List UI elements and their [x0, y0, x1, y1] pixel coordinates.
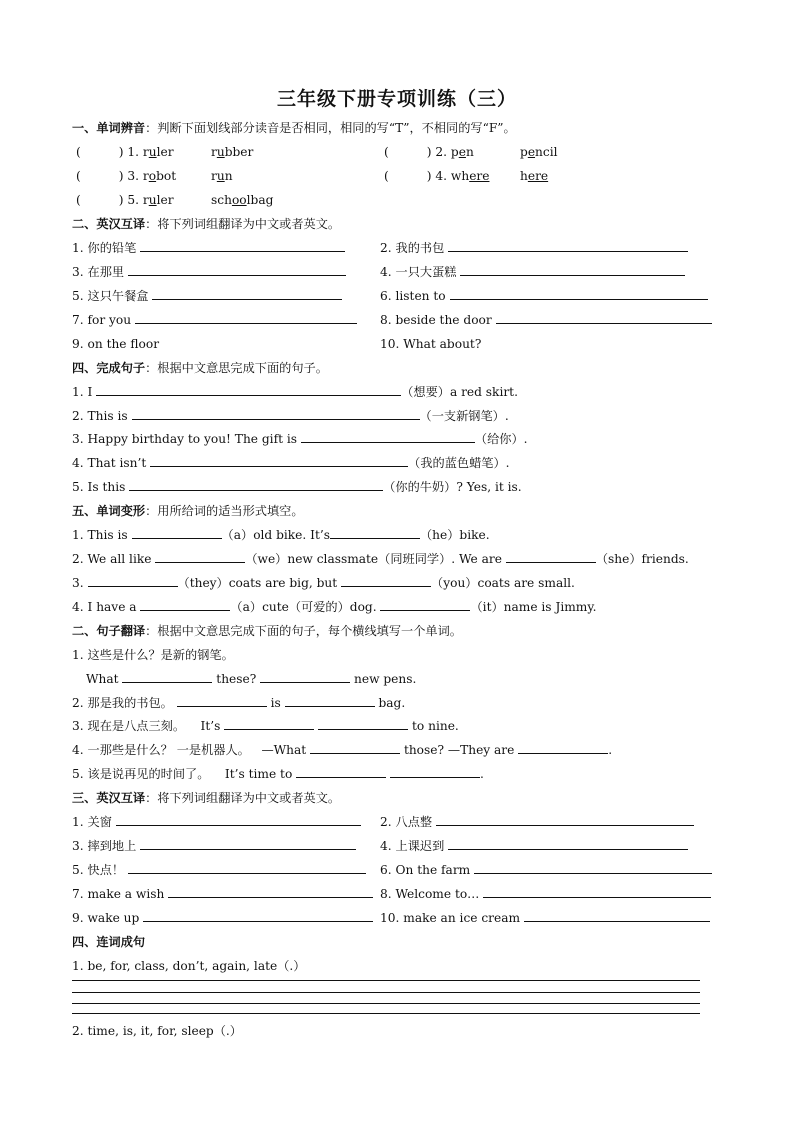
translate-item-3: 3. 在那里 [72, 264, 346, 280]
section-heading-sentence-translation: 二、句子翻译：根据中文意思完成下面的句子，每个横线填写一个单词。 [72, 624, 462, 638]
translate-item-10: 10. What about? [380, 337, 482, 351]
answer-blank[interactable] [224, 718, 314, 730]
answer-blank[interactable] [474, 862, 712, 874]
answer-blank[interactable] [436, 814, 694, 826]
answer-blank[interactable] [128, 264, 346, 276]
section-heading-translation-1: 二、英汉互译：将下列词组翻译为中文或者英文。 [72, 217, 341, 231]
answer-blank[interactable] [341, 575, 431, 587]
answer-blank[interactable] [132, 408, 420, 420]
worksheet-title: 三年级下册专项训练（三） [276, 88, 517, 110]
phrase-item-8: 8. Welcome to… [380, 886, 711, 902]
answer-blank[interactable] [122, 671, 212, 683]
complete-item-4: 4. That isn’t （我的蓝色蜡笔）. [72, 456, 510, 470]
sentence-item-5: 5. 该是说再见的时间了。 It’s time to . [72, 767, 484, 781]
answer-blank[interactable] [132, 527, 222, 539]
phonics-item-3-word-2: run [211, 169, 233, 183]
answer-blank[interactable] [296, 766, 386, 778]
translate-item-9: 9. on the floor [72, 337, 160, 351]
answer-blank[interactable] [448, 838, 688, 850]
build-item-2: 2. time, is, it, for, sleep（.） [72, 1024, 242, 1038]
answer-blank[interactable] [140, 599, 230, 611]
phonics-item-3: ( ) 3. robot [76, 169, 177, 183]
phonics-item-1: ( ) 1. ruler [76, 145, 174, 159]
answer-blank[interactable] [96, 384, 401, 396]
phonics-item-2-word-2: pencil [520, 145, 558, 159]
answer-blank[interactable] [285, 695, 375, 707]
answer-line[interactable] [72, 980, 700, 981]
phrase-item-9: 9. wake up [72, 910, 373, 926]
answer-blank[interactable] [140, 838, 356, 850]
answer-blank[interactable] [301, 431, 475, 443]
translate-item-1: 1. 你的铅笔 [72, 240, 345, 256]
phrase-item-5: 5. 快点！ [72, 862, 366, 878]
section-heading-translation-2: 三、英汉互译：将下列词组翻译为中文或者英文。 [72, 791, 341, 805]
translate-item-4: 4. 一只大蛋糕 [380, 264, 685, 280]
sentence-item-4: 4. 一那些是什么？ 一是机器人。 —What those? —They are . [72, 743, 613, 757]
translate-item-7: 7. for you [72, 312, 357, 328]
complete-item-3: 3. Happy birthday to you! The gift is （给你）. [72, 432, 528, 446]
answer-line[interactable] [72, 1003, 700, 1004]
phonics-item-4-word-2: here [520, 169, 549, 183]
phonics-item-2: ( ) 2. pen [384, 145, 474, 159]
answer-blank[interactable] [518, 742, 608, 754]
phrase-item-7: 7. make a wish [72, 886, 373, 902]
complete-item-1: 1. I （想要）a red skirt. [72, 385, 518, 399]
answer-blank[interactable] [330, 527, 420, 539]
phrase-item-3: 3. 摔到地上 [72, 838, 356, 854]
phonics-item-4: ( ) 4. where [384, 169, 490, 183]
answer-blank[interactable] [318, 718, 408, 730]
answer-blank[interactable] [496, 312, 712, 324]
section-heading-complete-sentences: 四、完成句子：根据中文意思完成下面的句子。 [72, 361, 328, 375]
answer-blank[interactable] [448, 240, 688, 252]
answer-blank[interactable] [140, 240, 345, 252]
answer-blank[interactable] [177, 695, 267, 707]
answer-blank[interactable] [460, 264, 685, 276]
answer-blank[interactable] [506, 551, 596, 563]
build-item-1: 1. be, for, class, don’t, again, late（.） [72, 959, 306, 973]
complete-item-5: 5. Is this （你的牛奶）? Yes, it is. [72, 480, 522, 494]
answer-blank[interactable] [310, 742, 400, 754]
section-heading-word-forms: 五、单词变形：用所给词的适当形式填空。 [72, 504, 304, 518]
answer-blank[interactable] [128, 862, 366, 874]
complete-item-2: 2. This is （一支新钢笔）. [72, 409, 509, 423]
answer-blank[interactable] [260, 671, 350, 683]
answer-line[interactable] [72, 1013, 700, 1014]
phrase-item-2: 2. 八点整 [380, 814, 694, 830]
phonics-item-5-word-2: schoolbag [211, 193, 274, 207]
sentence-item-1-answer: What these? new pens. [86, 672, 417, 686]
sentence-item-2: 2. 那是我的书包。 is bag. [72, 696, 406, 710]
sentence-item-1: 1. 这些是什么？是新的钢笔。 [72, 648, 234, 662]
answer-blank[interactable] [88, 575, 178, 587]
answer-blank[interactable] [524, 910, 710, 922]
answer-blank[interactable] [155, 551, 245, 563]
word-form-item-2: 2. We all like （we）new classmate（同班同学）. We are （she）friends. [72, 552, 689, 566]
word-form-item-1: 1. This is （a）old bike. It’s （he）bike. [72, 528, 490, 542]
answer-blank[interactable] [483, 886, 711, 898]
answer-blank[interactable] [129, 479, 383, 491]
translate-item-6: 6. listen to [380, 288, 708, 304]
word-form-item-3: 3. （they）coats are big, but （you）coats are small. [72, 576, 575, 590]
translate-item-5: 5. 这只午餐盒 [72, 288, 342, 304]
phrase-item-10: 10. make an ice cream [380, 910, 710, 926]
answer-line[interactable] [72, 992, 700, 993]
answer-blank[interactable] [168, 886, 373, 898]
answer-blank[interactable] [150, 455, 408, 467]
answer-blank[interactable] [135, 312, 357, 324]
answer-blank[interactable] [450, 288, 708, 300]
phrase-item-4: 4. 上课迟到 [380, 838, 688, 854]
section-heading-sentence-building: 四、连词成句 [72, 935, 146, 949]
answer-blank[interactable] [390, 766, 480, 778]
phrase-item-1: 1. 关窗 [72, 814, 361, 830]
phonics-item-5: ( ) 5. ruler [76, 193, 174, 207]
translate-item-8: 8. beside the door [380, 312, 712, 328]
word-form-item-4: 4. I have a （a）cute（可爱的）dog. （it）name is Jimmy. [72, 600, 597, 614]
phrase-item-6: 6. On the farm [380, 862, 712, 878]
answer-blank[interactable] [380, 599, 470, 611]
answer-blank[interactable] [152, 288, 342, 300]
phonics-item-1-word-2: rubber [211, 145, 254, 159]
answer-blank[interactable] [143, 910, 373, 922]
answer-blank[interactable] [116, 814, 361, 826]
sentence-item-3: 3. 现在是八点三刻。 It’s to nine. [72, 719, 459, 733]
translate-item-2: 2. 我的书包 [380, 240, 688, 256]
section-heading-phonics: 一、单词辨音：判断下面划线部分读音是否相同，相同的写“T”，不相同的写“F”。 [72, 121, 516, 135]
